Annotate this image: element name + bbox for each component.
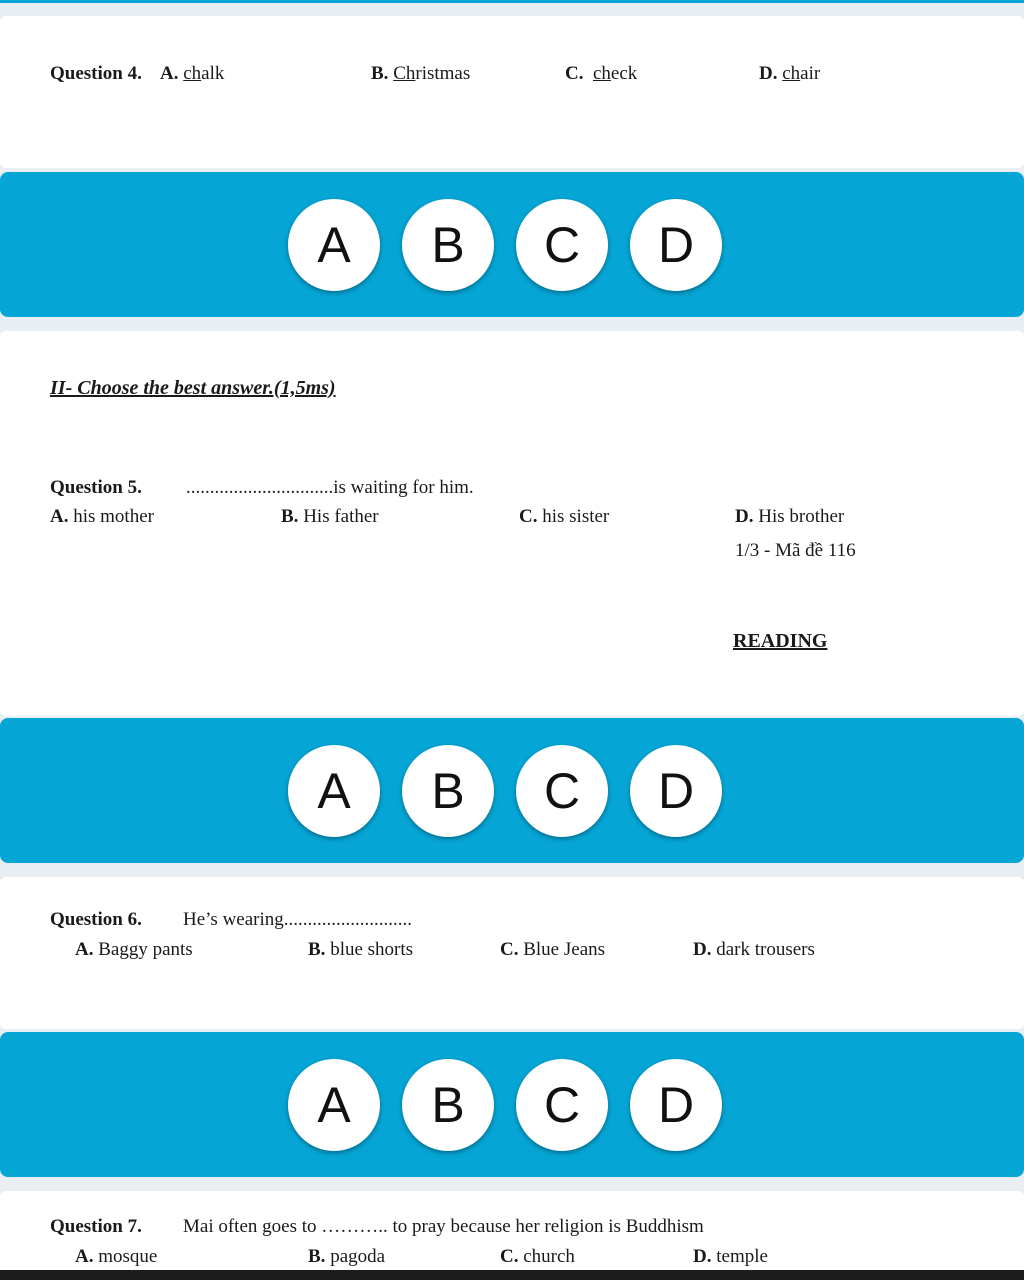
question-6-label: Question 6. [50,909,142,930]
answer-c-button[interactable]: C [516,199,608,291]
question-4-option-d: D. chair [759,63,821,84]
question-5-answer-bar [0,718,1024,863]
question-7-option-b: B. pagoda [308,1246,386,1267]
question-5-label: Question 5. [50,477,142,498]
question-5-card [0,331,1024,716]
answer-c-button[interactable]: C [516,745,608,837]
question-5-option-b: B. His father [281,506,379,527]
question-7-label: Question 7. [50,1216,142,1237]
answer-a-button[interactable]: A [288,199,380,291]
question-7-option-d: D. temple [693,1246,768,1267]
question-5-text: ...............................is waiting for him. [186,477,474,498]
answer-d-button[interactable]: D [630,199,722,291]
answer-d-button[interactable]: D [630,1059,722,1151]
bottom-system-bar [0,1270,1024,1280]
question-6-option-a: A. Baggy pants [75,939,193,960]
question-4-option-b: B. Christmas [371,63,471,84]
question-5-option-d: D. His brother [735,506,845,527]
answer-b-button[interactable]: B [402,199,494,291]
question-7-option-c: C. church [500,1246,575,1267]
question-7-card [0,1191,1024,1280]
reading-heading: READING [733,630,828,652]
top-accent-line [0,0,1024,3]
answer-b-button[interactable]: B [402,1059,494,1151]
question-6-text: He’s wearing........................... [183,909,413,930]
question-6-answer-bar [0,1032,1024,1177]
question-4-option-a: A. chalk [160,63,225,84]
question-4-card [0,16,1024,168]
question-6-option-b: B. blue shorts [308,939,414,960]
question-7-option-a: A. mosque [75,1246,158,1267]
section-heading: II- Choose the best answer.(1,5ms) [50,377,336,399]
answer-c-button[interactable]: C [516,1059,608,1151]
page-footer: 1/3 - Mã đề 116 [735,540,856,561]
answer-a-button[interactable]: A [288,1059,380,1151]
question-5-option-c: C. his sister [519,506,610,527]
answer-a-button[interactable]: A [288,745,380,837]
question-6-option-d: D. dark trousers [693,939,815,960]
question-4-label: Question 4. [50,63,142,84]
question-4-option-c: C. check [565,63,638,84]
question-6-option-c: C. Blue Jeans [500,939,606,960]
answer-d-button[interactable]: D [630,745,722,837]
question-5-option-a: A. his mother [50,506,154,527]
question-4-answer-bar [0,172,1024,317]
question-6-card [0,877,1024,1029]
answer-b-button[interactable]: B [402,745,494,837]
question-7-text: Mai often goes to ……….. to pray because her religion is Buddhism [183,1216,704,1237]
